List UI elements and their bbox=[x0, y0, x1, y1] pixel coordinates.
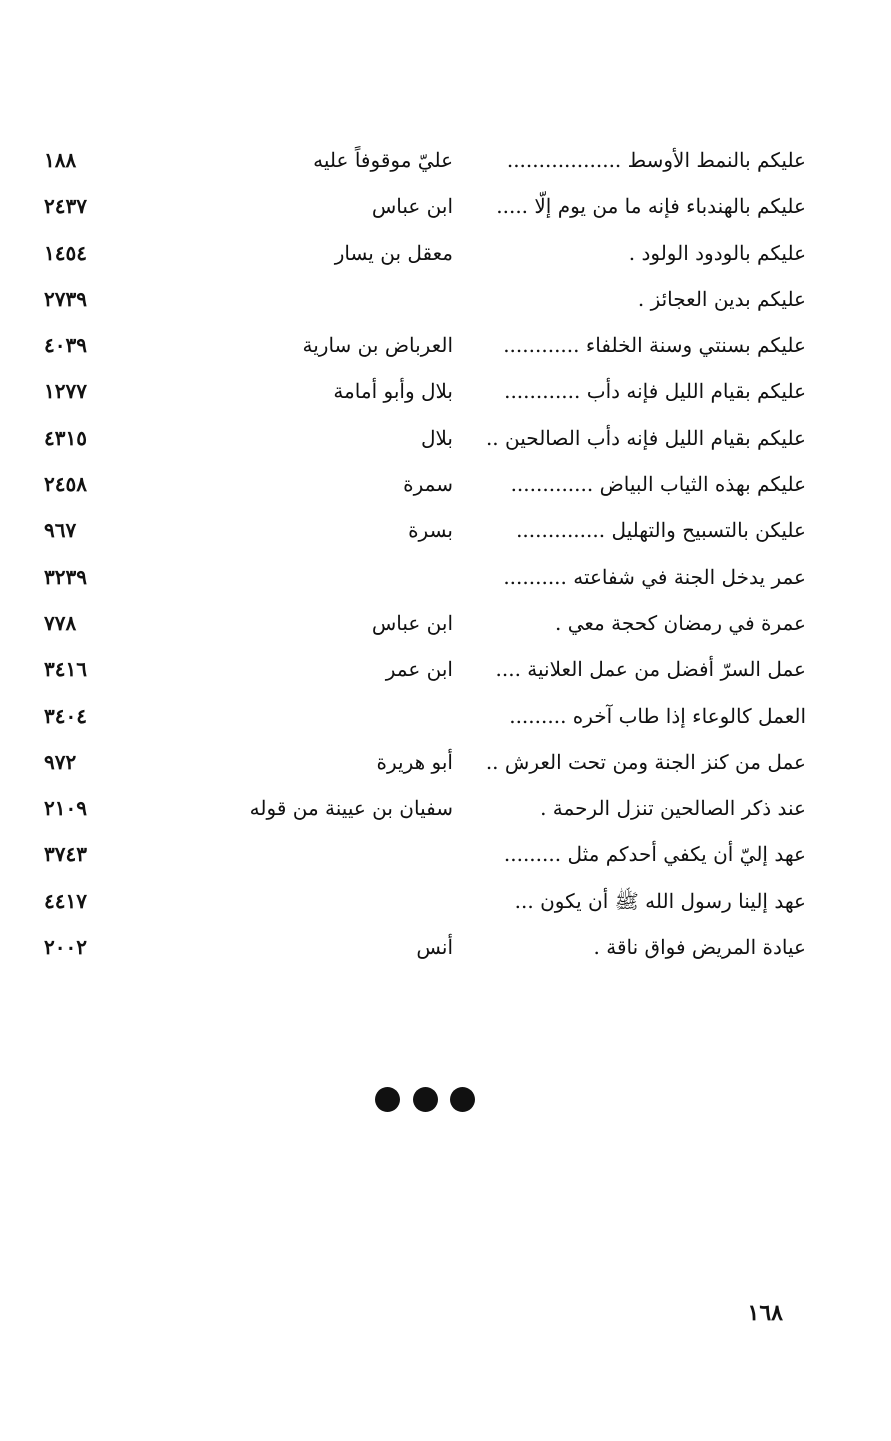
index-row bbox=[0, 233, 891, 279]
index-row bbox=[0, 603, 891, 649]
index-row bbox=[0, 881, 891, 927]
narrator: عليّ موقوفاً عليه bbox=[313, 148, 453, 172]
page-number: ١٦٨ bbox=[747, 1300, 783, 1326]
index-row bbox=[0, 557, 891, 603]
hadith-number: ١٢٧٧ bbox=[44, 379, 87, 404]
index-row bbox=[0, 927, 891, 973]
index-row bbox=[0, 325, 891, 371]
hadith-number: ٢١٠٩ bbox=[44, 796, 87, 821]
hadith-number: ٢٤٥٨ bbox=[44, 472, 87, 497]
hadith-number: ١٨٨ bbox=[44, 148, 77, 172]
index-row bbox=[0, 510, 891, 556]
index-row bbox=[0, 186, 891, 232]
narrator: أبو هريرة bbox=[376, 749, 453, 774]
hadith-number: ٤٤١٧ bbox=[44, 888, 87, 913]
hadith-text: عليكم بالنمط الأوسط .................. bbox=[506, 148, 806, 172]
hadith-number: ٢٤٣٧ bbox=[44, 194, 87, 219]
index-row bbox=[0, 788, 891, 834]
hadith-number: ٧٧٨ bbox=[44, 610, 77, 635]
dot-icon bbox=[375, 1087, 400, 1112]
hadith-number: ٣٧٤٣ bbox=[44, 842, 87, 867]
narrator: سفيان بن عيينة من قوله bbox=[249, 796, 453, 821]
index-row bbox=[0, 140, 891, 186]
hadith-text: عليكم بالودود الولود . bbox=[628, 240, 806, 265]
hadith-text: عليكم بهذه الثياب البياض ............. bbox=[510, 472, 806, 497]
hadith-number: ٩٦٧ bbox=[44, 518, 77, 543]
index-row bbox=[0, 371, 891, 417]
narrator: بلال bbox=[420, 425, 453, 450]
hadith-number: ٣٤٠٤ bbox=[44, 703, 87, 728]
dot-icon bbox=[450, 1087, 475, 1112]
narrator: معقل بن يسار bbox=[334, 240, 453, 265]
hadith-text: عمل من كنز الجنة ومن تحت العرش .. bbox=[485, 749, 806, 774]
hadith-index-list bbox=[0, 140, 891, 973]
narrator: سمرة bbox=[403, 472, 453, 497]
narrator: ابن عباس bbox=[371, 610, 453, 635]
hadith-text: عليكم بالهندباء فإنه ما من يوم إلّا ..... bbox=[496, 194, 806, 219]
hadith-text: عمرة في رمضان كحجة معي . bbox=[555, 610, 806, 635]
hadith-number: ٢٠٠٢ bbox=[44, 935, 87, 960]
narrator: أنس bbox=[416, 935, 453, 960]
index-row bbox=[0, 418, 891, 464]
index-row bbox=[0, 649, 891, 695]
narrator: العرباض بن سارية bbox=[302, 333, 453, 358]
hadith-text: عهد إليّ أن يكفي أحدكم مثل ......... bbox=[503, 842, 806, 867]
index-row bbox=[0, 742, 891, 788]
hadith-text: عليكم بدين العجائز . bbox=[637, 286, 806, 311]
hadith-text: عليكم بقيام الليل فإنه دأب الصالحين .. bbox=[485, 425, 806, 450]
hadith-text: عليكم بسنتي وسنة الخلفاء ............ bbox=[503, 333, 806, 358]
hadith-text: عمر يدخل الجنة في شفاعته .......... bbox=[503, 564, 806, 589]
hadith-number: ٢٧٣٩ bbox=[44, 286, 87, 311]
hadith-text: عمل السرّ أفضل من عمل العلانية .... bbox=[495, 657, 806, 682]
hadith-text: عند ذكر الصالحين تنزل الرحمة . bbox=[540, 796, 806, 821]
hadith-number: ٣٢٣٩ bbox=[44, 564, 87, 589]
narrator: ابن عباس bbox=[371, 194, 453, 219]
dot-icon bbox=[413, 1087, 438, 1112]
hadith-text: عيادة المريض فواق ناقة . bbox=[593, 935, 806, 960]
hadith-number: ٤٠٣٩ bbox=[44, 333, 87, 358]
narrator: بلال وأبو أمامة bbox=[333, 379, 453, 404]
index-row bbox=[0, 464, 891, 510]
hadith-text: العمل كالوعاء إذا طاب آخره ......... bbox=[509, 703, 806, 728]
index-row bbox=[0, 279, 891, 325]
hadith-number: ٩٧٢ bbox=[44, 749, 77, 774]
narrator: ابن عمر bbox=[385, 657, 453, 682]
hadith-text: عليكن بالتسبيح والتهليل .............. bbox=[516, 518, 806, 543]
hadith-number: ١٤٥٤ bbox=[44, 240, 87, 265]
index-row bbox=[0, 696, 891, 742]
hadith-text: عهد إلينا رسول الله ﷺ أن يكون ... bbox=[514, 888, 806, 913]
end-of-section-dots bbox=[375, 1087, 475, 1113]
hadith-number: ٣٤١٦ bbox=[44, 657, 87, 682]
hadith-number: ٤٣١٥ bbox=[44, 425, 87, 450]
hadith-text: عليكم بقيام الليل فإنه دأب ............ bbox=[504, 379, 806, 404]
index-row bbox=[0, 834, 891, 880]
narrator: بسرة bbox=[408, 518, 453, 543]
